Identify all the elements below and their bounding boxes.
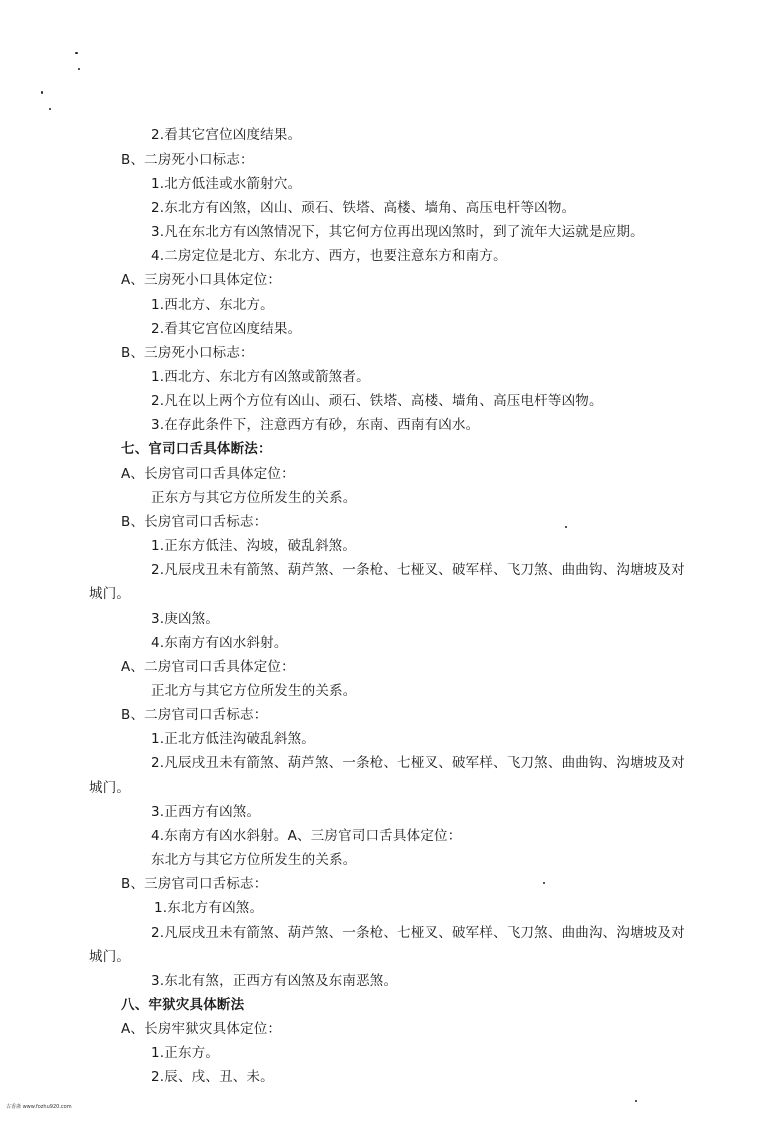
text-line: 1.东北方有凶煞。 <box>154 900 264 916</box>
footer-watermark: 古香斋 www.fozhu920.com <box>6 1104 72 1110</box>
text-line: 城门。 <box>89 949 131 965</box>
scan-speck <box>49 108 51 110</box>
text-line: A、长房官司口舌具体定位： <box>121 466 295 482</box>
text-line: 3.在存此条件下，注意西方有砂，东南、西南有凶水。 <box>151 417 480 433</box>
text-line: A、二房官司口舌具体定位： <box>121 659 295 675</box>
text-line: 4.东南方有凶水斜射。 <box>151 635 288 651</box>
section-heading: 八、牢狱灾具体断法 <box>121 997 245 1013</box>
text-line: 2.看其它宫位凶度结果。 <box>151 127 302 143</box>
text-line: 城门。 <box>89 586 131 602</box>
scan-speck <box>75 52 78 54</box>
text-line: 2.凡辰戌丑未有箭煞、葫芦煞、一条枪、七桠叉、破军样、飞刀煞、曲曲沟、沟塘坡及对 <box>151 925 685 941</box>
text-line: 1.正东方低洼、沟坡，破乱斜煞。 <box>151 538 357 554</box>
text-line: 2.凡辰戌丑未有箭煞、葫芦煞、一条枪、七桠叉、破军样、飞刀煞、曲曲钩、沟塘坡及对 <box>151 562 685 578</box>
text-line: 1.正北方低洼沟破乱斜煞。 <box>151 731 315 747</box>
scan-speck <box>543 882 545 884</box>
text-line: 1.西北方、东北方有凶煞或箭煞者。 <box>151 369 370 385</box>
text-line: 3.庚凶煞。 <box>151 611 220 627</box>
scan-speck <box>78 68 80 70</box>
text-line: 4.二房定位是北方、东北方、西方，也要注意东方和南方。 <box>151 248 507 264</box>
text-line: 城门。 <box>89 780 131 796</box>
text-line: 正东方与其它方位所发生的关系。 <box>151 490 357 506</box>
text-line: 2.凡辰戌丑未有箭煞、葫芦煞、一条枪、七桠叉、破军样、飞刀煞、曲曲钩、沟塘坡及对 <box>151 755 685 771</box>
text-line: 2.看其它宫位凶度结果。 <box>151 321 302 337</box>
text-line: 4.东南方有凶水斜射。A、三房官司口舌具体定位： <box>151 828 462 844</box>
text-line: 正北方与其它方位所发生的关系。 <box>151 683 357 699</box>
text-line: 2.凡在以上两个方位有凶山、顽石、铁塔、高楼、墙角、高压电杆等凶物。 <box>151 393 603 409</box>
scan-speck <box>565 526 567 528</box>
text-line: B、长房官司口舌标志： <box>121 514 268 530</box>
text-line: 3.东北有煞，正西方有凶煞及东南恶煞。 <box>151 973 398 989</box>
text-line: 3.正西方有凶煞。 <box>151 804 261 820</box>
text-line: B、三房官司口舌标志： <box>121 876 268 892</box>
text-line: B、三房死小口标志： <box>121 345 254 361</box>
text-line: A、三房死小口具体定位： <box>121 272 282 288</box>
scan-speck <box>635 1100 637 1102</box>
text-line: 1.正东方。 <box>151 1045 220 1061</box>
text-line: A、长房牢狱灾具体定位： <box>121 1021 282 1037</box>
scan-speck <box>41 91 43 94</box>
text-line: 2.东北方有凶煞，凶山、顽石、铁塔、高楼、墙角、高压电杆等凶物。 <box>151 200 576 216</box>
text-line: 东北方与其它方位所发生的关系。 <box>151 852 357 868</box>
text-line: 1.西北方、东北方。 <box>151 297 274 313</box>
text-line: B、二房官司口舌标志： <box>121 707 268 723</box>
section-heading: 七、官司口舌具体断法： <box>121 441 272 457</box>
text-line: B、二房死小口标志： <box>121 152 254 168</box>
text-line: 2.辰、戌、丑、未。 <box>151 1069 274 1085</box>
text-line: 1.北方低洼或水箭射穴。 <box>151 176 302 192</box>
text-line: 3.凡在东北方有凶煞情况下，其它何方位再出现凶煞时，到了流年大运就是应期。 <box>151 224 644 240</box>
